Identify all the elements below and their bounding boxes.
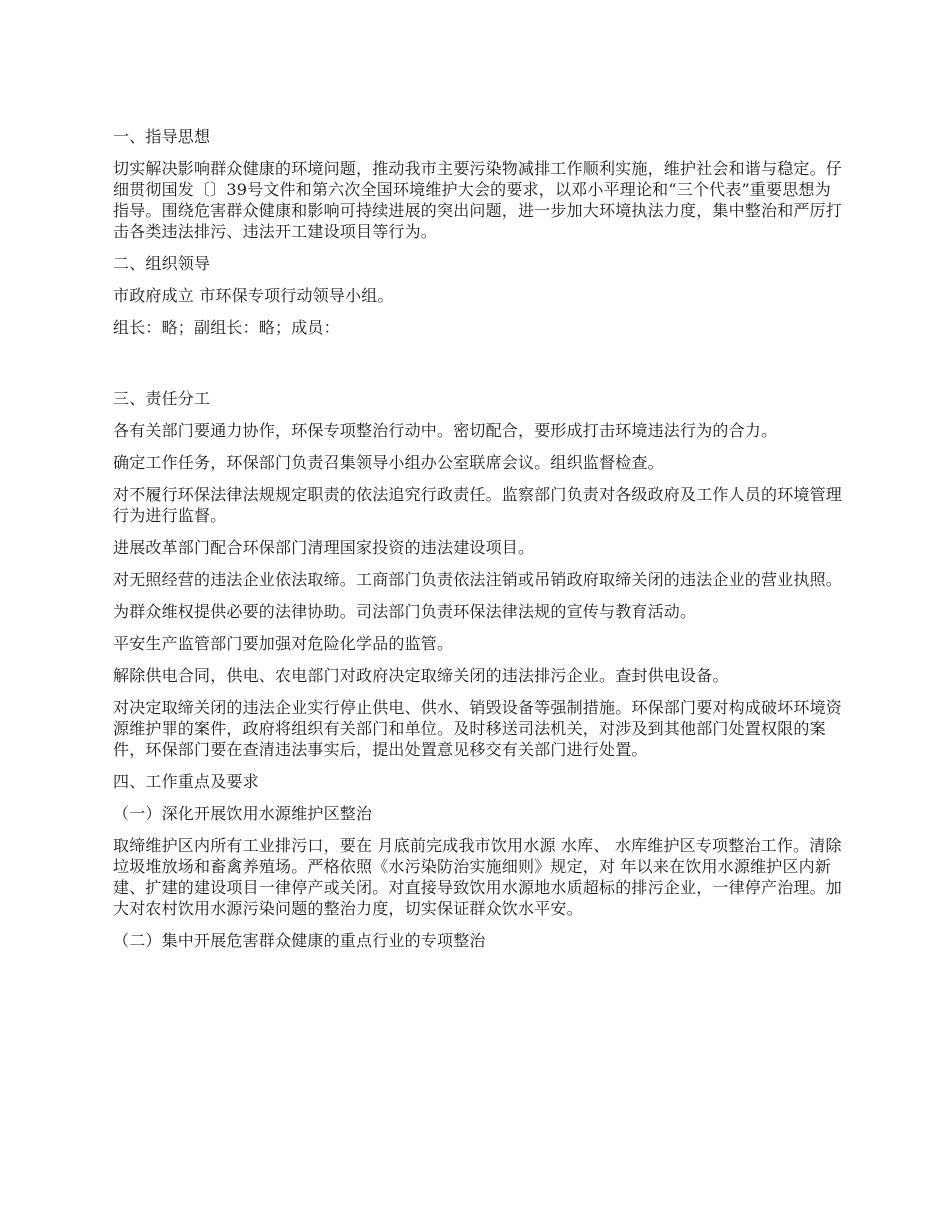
section-heading-guiding-thought: 一、指导思想	[113, 127, 211, 146]
document-body	[113, 126, 843, 962]
paragraph-guiding-thought: 切实解决影响群众健康的环境问题，推动我市主要污染物减排工作顺利实施，维护社会和谐与稳定。仔细贯彻国发〔〕39号文件和第六次全国环境维护大会的要求，以邓小平理论和“三个代表”重要思想为指导。围绕危害群众健康和影响可持续进展的突出问题，进一步加大环境执法力度，集中整治和严厉打击各类违法排污、违法开工建设项目等行为。	[113, 159, 843, 241]
section-heading-work-priorities: 四、工作重点及要求	[113, 772, 259, 791]
paragraph-leading-group: 市政府成立 市环保专项行动领导小组。	[113, 286, 394, 305]
subsection-heading-water-source: （一）深化开展饮用水源维护区整治	[113, 804, 373, 823]
paragraph-development-dept: 进展改革部门配合环保部门清理国家投资的违法建设项目。	[113, 538, 535, 557]
section-heading-responsibilities: 三、责任分工	[113, 389, 211, 408]
paragraph-justice-dept: 为群众维权提供必要的法律协助。司法部门负责环保法律法规的宣传与教育活动。	[113, 602, 697, 621]
paragraph-commerce-dept: 对无照经营的违法企业依法取缔。工商部门负责依法注销或吊销政府取缔关闭的违法企业的营业执照。	[113, 570, 843, 589]
paragraph-environmental-dept: 确定工作任务，环保部门负责召集领导小组办公室联席会议。组织监督检查。	[113, 453, 664, 472]
paragraph-power-dept: 解除供电合同，供电、农电部门对政府决定取缔关闭的违法排污企业。查封供电设备。	[113, 666, 729, 685]
paragraph-water-source: 取缔维护区内所有工业排污口，要在 月底前完成我市饮用水源 水库、 水库维护区专项整治工作。清除垃圾堆放场和畜禽养殖场。严格依照《水污染防治实施细则》规定，对 年以来在饮用水源维护区内新建、扩建的建设项目一律停产或关闭。对直接导致饮用水源地水质超标的排污企业，一律停产治理。加大对农村饮用水源污染问题的整治力度，切实保证群众饮水平安。	[113, 836, 843, 918]
paragraph-enforcement: 对决定取缔关闭的违法企业实行停止供电、供水、销毁设备等强制措施。环保部门要对构成破坏环境资源维护罪的案件，政府将组织有关部门和单位。及时移送司法机关，对涉及到其他部门处置权限的案件，环保部门要在查清违法事实后，提出处置意见移交有关部门进行处置。	[113, 698, 843, 759]
paragraph-safety-dept: 平安生产监管部门要加强对危险化学品的监管。	[113, 634, 454, 653]
paragraph-cooperation: 各有关部门要通力协作，环保专项整治行动中。密切配合，要形成打击环境违法行为的合力。	[113, 421, 778, 440]
paragraph-supervision-dept: 对不履行环保法律法规规定职责的依法追究行政责任。监察部门负责对各级政府及工作人员的环境管理行为进行监督。	[113, 485, 843, 525]
paragraph-group-members: 组长：略；副组长：略；成员：	[113, 318, 340, 337]
subsection-heading-key-industries: （二）集中开展危害群众健康的重点行业的专项整治	[113, 931, 486, 950]
section-heading-organization: 二、组织领导	[113, 254, 211, 273]
